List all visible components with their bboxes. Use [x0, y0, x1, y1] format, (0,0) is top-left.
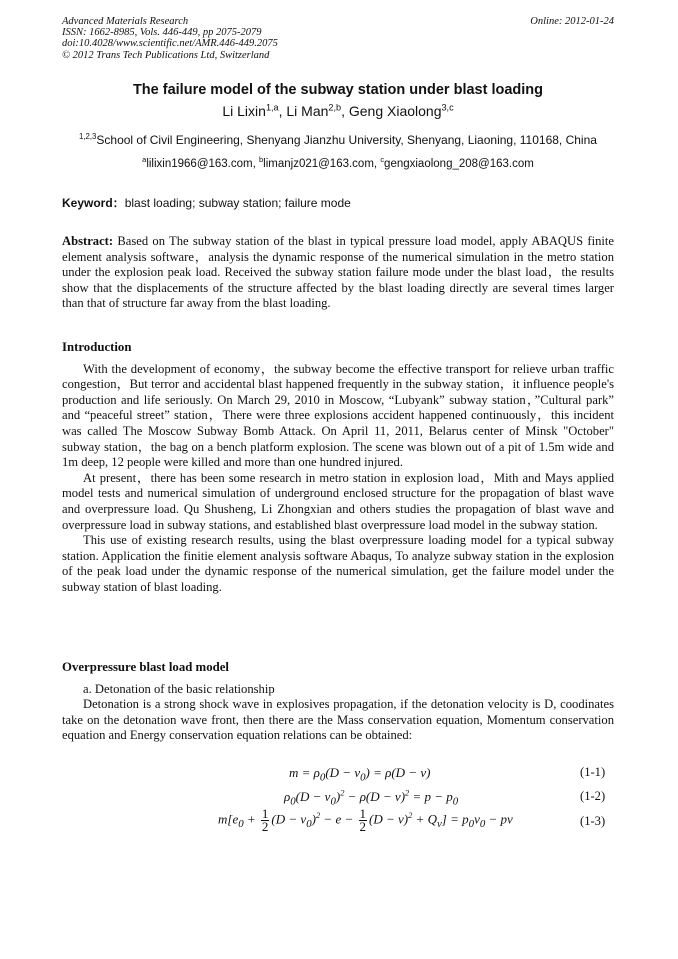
section-heading: Overpressure blast load model — [62, 660, 229, 674]
equation-1-3: $m[e_0$ + $\frac{1}{2}$ $(D - v_0)^2 - e$ − $\frac{1}{2}$ $(D - v)^2 + Q_v] = p_0v_0$ − pv — [218, 806, 513, 834]
journal-name: Advanced Materials Research — [62, 16, 189, 27]
section-heading: Introduction — [62, 340, 132, 354]
equation-number: (1-1) — [580, 765, 606, 779]
affiliation-text: School of Civil Engineering, Shenyang Jianzhu University, Shenyang, Liaoning, 110168, China — [96, 133, 597, 147]
abstract-label: Abstract: — [62, 234, 114, 248]
abstract — [62, 234, 614, 312]
paper-title: The failure model of the subway station under blast loading — [132, 82, 544, 98]
author-name: Li Man — [286, 103, 329, 119]
keywords-label: Keyword： — [62, 196, 125, 210]
author-list: Li Lixin$^{1,a}$, Li Man$^{2,b}$, Geng Xiaolong$^{3,c}$ — [222, 102, 454, 119]
keywords-text: blast loading; subway station; failure mode — [124, 196, 351, 210]
keywords — [62, 194, 614, 211]
equation-number: (1-3) — [580, 814, 606, 828]
paragraph: Detonation is a strong shock wave in explosives propagation, if the detonation velocity is D, coodinates take on the detonation wave front, then there are the Mass conservation equation, Momentum conservation equation and Energy conservation equation relations can be obtained: — [62, 697, 614, 743]
overpressure-section — [62, 660, 614, 744]
introduction-section — [62, 340, 614, 596]
copyright-line: © 2012 Trans Tech Publications Ltd, Switzerland — [62, 49, 270, 61]
email-list: $^a$lilixin1966@163.com, $^b$limanjz021@163.com, $^c$gengxiaolong_208@163.com — [142, 155, 534, 170]
author-sup: 3,c — [441, 102, 454, 113]
paragraph: This use of existing research results, using the blast overpressure loading model for a typical subway station. Application the finitie element analysis software Abaqus, To analyze subway station in the explosion of the peak load under the dynamic response of the numerical simulation, get the failure model under the subway station of blast loading. — [62, 533, 614, 594]
equation-1-2: $\rho_0(D - v_0)^2 - \rho(D - v)^2 = p - p_0$ — [284, 787, 459, 808]
author-name: Li Lixin — [222, 103, 266, 119]
issn-line: ISSN: 1662-8985, Vols. 446-449, pp 2075-2079 — [62, 27, 262, 39]
paragraph: With the development of economy，the subway become the effective transport for relieve urban traffic congestion，But terror and accidental blast happened frequently in the subway station，it influence people's production and life seriously. On March 29, 2010 in Moscow, “Lubyank” subway station，”Cultural park” and “peaceful street” station，There were three explosions accident happened continuously，this incident was called The Moscow Subway Bomb Attack. On April 11, 2011, Belarus center of Minsk "October" subway station，the bag on a bench platform explosion. The scene was blown out of a pit of 1.5m wide and 1m deep, 12 people were killed and more than one hundred injured. — [62, 361, 614, 470]
paragraph: At present，there has been some research in metro station in explosion load，Mith and Mays applied model tests and numerical simulation of underground enclosed structure for the propagation of blast wave and overpressure load. Qu Shusheng, Li Zhongxian and others studies the propagation of blast wave and overpressure load in subway stations, and established blast overpressure load model in the subway station. — [62, 470, 614, 532]
affiliation — [62, 133, 614, 147]
subheading: a. Detonation of the basic relationship — [83, 681, 275, 696]
affiliation-sup: 1,2,3 — [79, 132, 97, 141]
online-date: Online: 2012-01-24 — [530, 16, 614, 27]
running-header — [62, 16, 614, 61]
author-sup: 2,b — [328, 102, 342, 113]
author-name: Geng Xiaolong — [348, 103, 442, 119]
email-address: gengxiaolong_208@163.com — [384, 158, 534, 170]
doi-line: doi:10.4028/www.scientific.net/AMR.446-449.2075 — [62, 38, 278, 50]
email-address: lilixin1966@163.com — [146, 158, 253, 170]
email-sup: a — [142, 155, 147, 165]
abstract-text: Based on The subway station of the blast in typical pressure load model, apply ABAQUS finite element analysis software，analysis the dynamic response of the numerical simulation in the metro station under the explosion peak load. Received the subway station failure mode under the blast load，the results show that the displacements of the structure affected by the blast loading directly are several times larger than that of structure far away from the blast loading. — [62, 234, 614, 311]
equation-number: (1-2) — [580, 789, 606, 803]
equation-1-1: $m = \rho_0(D - v_0) = \rho(D - v)$ — [289, 765, 431, 784]
email-sup: b — [259, 155, 264, 165]
author-sup: 1,a — [265, 102, 279, 113]
email-address: limanjz021@163.com — [263, 158, 374, 170]
email-sup: c — [380, 155, 385, 165]
